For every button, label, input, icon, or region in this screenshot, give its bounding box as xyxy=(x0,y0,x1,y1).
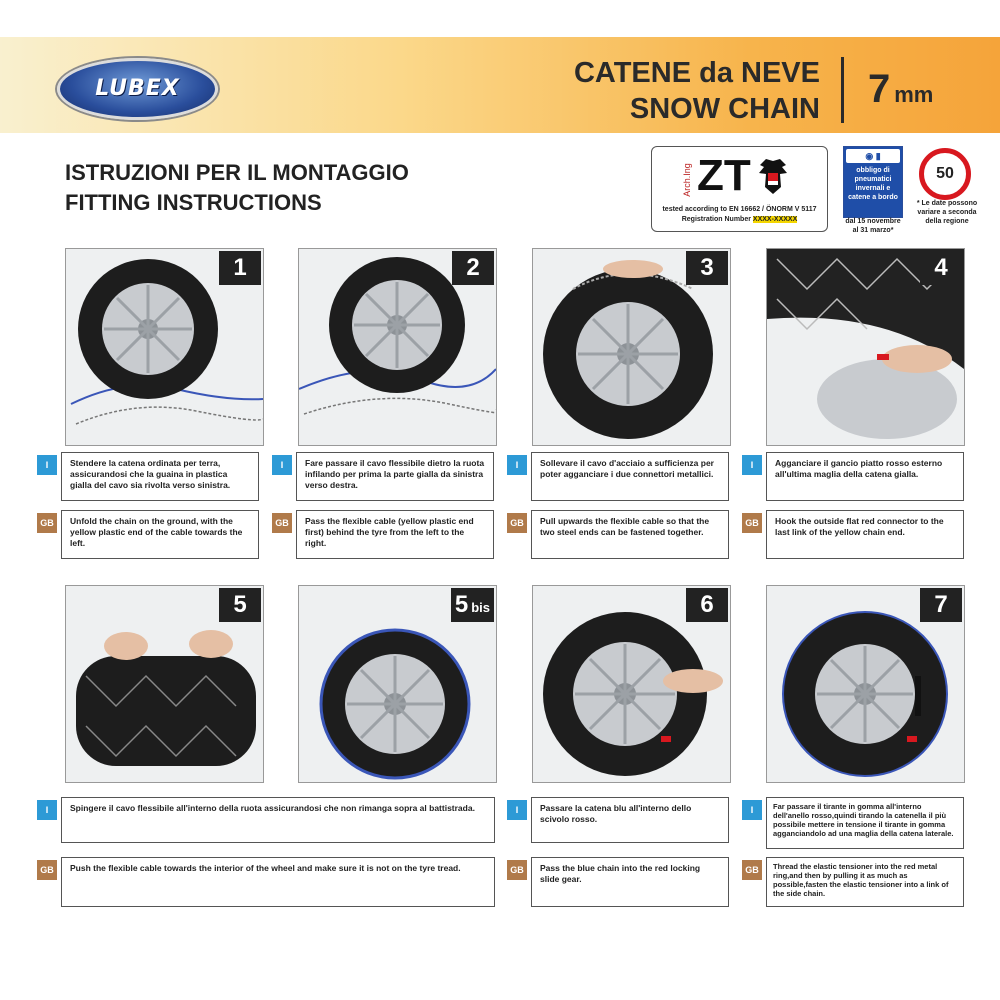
brand-logo xyxy=(57,58,218,120)
heading-italian: ISTRUZIONI PER IL MONTAGGIO xyxy=(65,160,409,185)
step-4-text-it: Agganciare il gancio piatto rosso esterno all'ultima maglia della catena gialla. xyxy=(766,452,964,501)
step-6-text-it: Passare la catena blu all'interno dello scivolo rosso. xyxy=(531,797,729,843)
step-1-text-it: Stendere la catena ordinata per terra, assicurandosi che la guaina in plastica gialla del cavo sia rivolta verso sinistra. xyxy=(61,452,259,501)
step-number: 7 xyxy=(920,588,962,622)
size-unit: mm xyxy=(894,82,934,107)
step-7-text-it: Far passare il tirante in gomma all'interno dell'anello rosso,quindi tirando la catenella il più possibile mettere in tensione il tirante in gomma agganciandolo ad una maglia della catena laterale. xyxy=(766,797,964,849)
speed-note: * Le date possono variare a seconda della regione xyxy=(916,200,978,225)
step-7-text-gb: Thread the elastic tensioner into the red metal ring,and then by pulling it as much as possible,fasten the elastic tensioner into a link of the side chain. xyxy=(766,857,964,907)
obligation-dates: dal 15 novembre al 31 marzo* xyxy=(845,218,901,234)
winter-tyre-sign xyxy=(843,146,903,218)
title-english: SNOW CHAIN xyxy=(629,93,820,125)
tested-standard: tested according to EN 16662 / ÖNORM V 5117 xyxy=(662,206,817,213)
step-3-text-gb: Pull upwards the flexible cable so that the two steel ends can be fastened together. xyxy=(531,510,729,559)
product-title xyxy=(520,55,820,127)
logo-text: LUBEX xyxy=(95,76,180,101)
step-4-photo xyxy=(766,248,965,446)
registration-label: Registration Number xyxy=(681,216,751,223)
chain-size xyxy=(868,67,933,112)
step-4-text-gb: Hook the outside flat red connector to the last link of the yellow chain end. xyxy=(766,510,964,559)
header-banner xyxy=(0,37,1000,133)
title-italian: CATENE da NEVE xyxy=(573,57,820,89)
step-1-photo xyxy=(65,248,264,446)
step-number: 6 xyxy=(686,588,728,622)
lang-tag-english: GB xyxy=(742,513,762,533)
step-number: 3 xyxy=(686,251,728,285)
speed-limit-sign xyxy=(919,148,971,200)
step-5-text-gb: Push the flexible cable towards the interior of the wheel and make sure it is not on the tyre tread. xyxy=(61,857,495,907)
step-1-text-gb: Unfold the chain on the ground, with the yellow plastic end of the cable towards the left. xyxy=(61,510,259,559)
step-number: 4 xyxy=(920,251,962,285)
step-6-text-gb: Pass the blue chain into the red locking slide gear. xyxy=(531,857,729,907)
step-2-text-it: Fare passare il cavo flessibile dietro la ruota infilando per prima la parte gialla da sinistra verso destra. xyxy=(296,452,494,501)
lang-tag-english: GB xyxy=(507,860,527,880)
size-value: 7 xyxy=(868,67,891,111)
step-number: 5 bis xyxy=(451,588,494,622)
lang-tag-italian: I xyxy=(742,800,762,820)
lang-tag-english: GB xyxy=(37,860,57,880)
lang-tag-italian: I xyxy=(742,455,762,475)
bottom-blank xyxy=(0,932,1000,1000)
austrian-eagle-icon xyxy=(756,157,790,197)
arch-label: Arch.Ing xyxy=(681,163,692,197)
step-number: 1 xyxy=(219,251,261,285)
lang-tag-italian: I xyxy=(272,455,292,475)
step-7-photo xyxy=(766,585,965,783)
tyre-icon: ◉ ▮ xyxy=(846,149,900,163)
title-divider xyxy=(841,57,844,123)
step-number: 5 xyxy=(219,588,261,622)
step-3-text-it: Sollevare il cavo d'acciaio a sufficienza per poter agganciare i due connettori metallici. xyxy=(531,452,729,501)
lang-tag-english: GB xyxy=(272,513,292,533)
certification-badge xyxy=(651,146,828,232)
step-6-photo xyxy=(532,585,731,783)
speed-value: 50 xyxy=(936,165,954,182)
lang-tag-italian: I xyxy=(507,800,527,820)
instruction-sheet xyxy=(0,37,1000,933)
zt-mark: ZT xyxy=(697,151,751,200)
registration xyxy=(656,216,823,223)
step-5bis-photo xyxy=(298,585,497,783)
instructions-heading xyxy=(65,158,409,218)
lang-tag-italian: I xyxy=(37,455,57,475)
heading-english: FITTING INSTRUCTIONS xyxy=(65,190,322,215)
step-2-photo xyxy=(298,248,497,446)
lang-tag-italian: I xyxy=(37,800,57,820)
lang-tag-english: GB xyxy=(742,860,762,880)
step-5-photo xyxy=(65,585,264,783)
step-2-text-gb: Pass the flexible cable (yellow plastic end first) behind the tyre from the left to the right. xyxy=(296,510,494,559)
step-3-photo xyxy=(532,248,731,446)
step-5-text-it: Spingere il cavo flessibile all'interno della ruota assicurandosi che non rimanga sopra al battistrada. xyxy=(61,797,495,843)
registration-number: XXXX-XXXXX xyxy=(752,216,798,223)
lang-tag-english: GB xyxy=(507,513,527,533)
obligation-text: obbligo di pneumatici invernali e catene a bordo xyxy=(848,167,898,201)
step-number: 2 xyxy=(452,251,494,285)
lang-tag-english: GB xyxy=(37,513,57,533)
lang-tag-italian: I xyxy=(507,455,527,475)
